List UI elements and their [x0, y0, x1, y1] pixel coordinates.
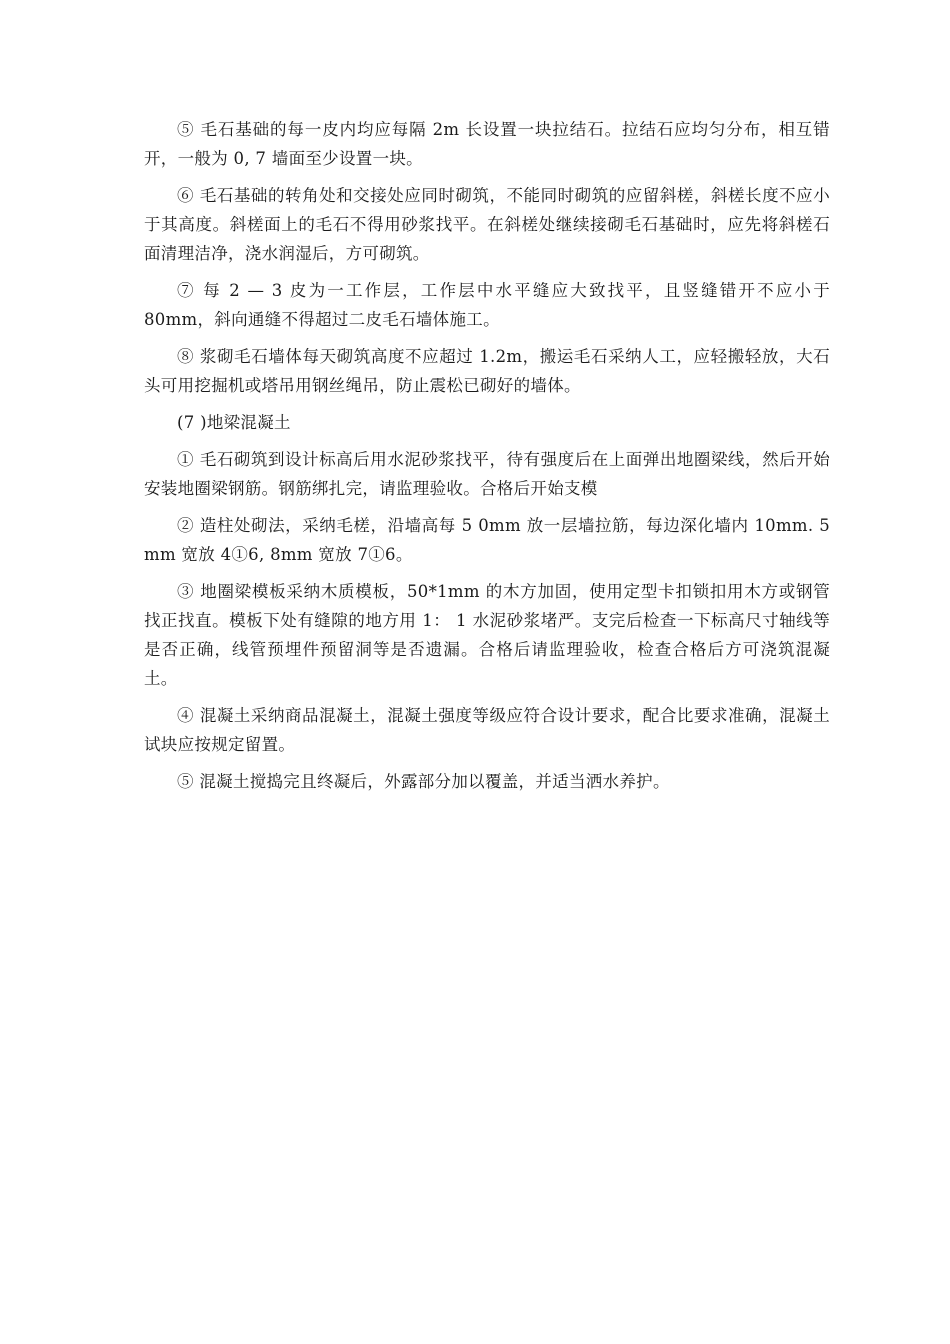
paragraph-item-5b: ⑤ 混凝土搅捣完且终凝后，外露部分加以覆盖，并适当洒水养护。: [177, 772, 670, 791]
paragraph-item-5: ⑤ 毛石基础的每一皮内均应每隔 2m 长设置一块拉结石。拉结石应均匀分布，相互错开，一般为 0, 7 墙面至少设置一块。: [144, 120, 830, 168]
section-heading: (7 )地梁混凝土: [177, 413, 291, 432]
paragraph-item-8: ⑧ 浆砌毛石墙体每天砌筑高度不应超过 1.2m，搬运毛石采纳人工，应轻搬轻放，大石头可用挖掘机或塔吊用钢丝绳吊，防止震松已砌好的墙体。: [144, 347, 830, 395]
paragraph-item-7: ⑦ 每 2 — 3 皮为一工作层，工作层中水平缝应大致找平，且竖缝错开不应小于 80mm，斜向通缝不得超过二皮毛石墙体施工。: [144, 281, 830, 329]
paragraph-item-2: ② 造柱处砌法，采纳毛槎，沿墙高每 5 0mm 放一层墙拉筋，每边深化墙内 10mm. 5 mm 宽放 4①6, 8mm 宽放 7①6。: [144, 516, 830, 564]
paragraph-item-3: ③ 地圈梁模板采纳木质模板，50*1mm 的木方加固，使用定型卡扣锁扣用木方或钢管找正找直。模板下处有缝隙的地方用 1： 1 水泥砂浆堵严。支完后检查一下标高尺寸轴线等是否正确，线管预埋件预留洞等是否遗漏。合格后请监理验收，检查合格后方可浇筑混凝土。: [144, 582, 830, 688]
paragraph-item-1: ① 毛石砌筑到设计标高后用水泥砂浆找平，待有强度后在上面弹出地圈梁线，然后开始安装地圈梁钢筋。钢筋绑扎完，请监理验收。合格后开始支模: [144, 450, 830, 498]
document-body: [144, 115, 830, 804]
paragraph-item-6: ⑥ 毛石基础的转角处和交接处应同时砌筑，不能同时砌筑的应留斜槎，斜槎长度不应小于其高度。斜槎面上的毛石不得用砂浆找平。在斜槎处继续接砌毛石基础时，应先将斜槎石面清理洁净，浇水润湿后，方可砌筑。: [144, 186, 830, 263]
paragraph-item-4: ④ 混凝土采纳商品混凝土，混凝土强度等级应符合设计要求，配合比要求准确，混凝土试块应按规定留置。: [144, 706, 830, 754]
